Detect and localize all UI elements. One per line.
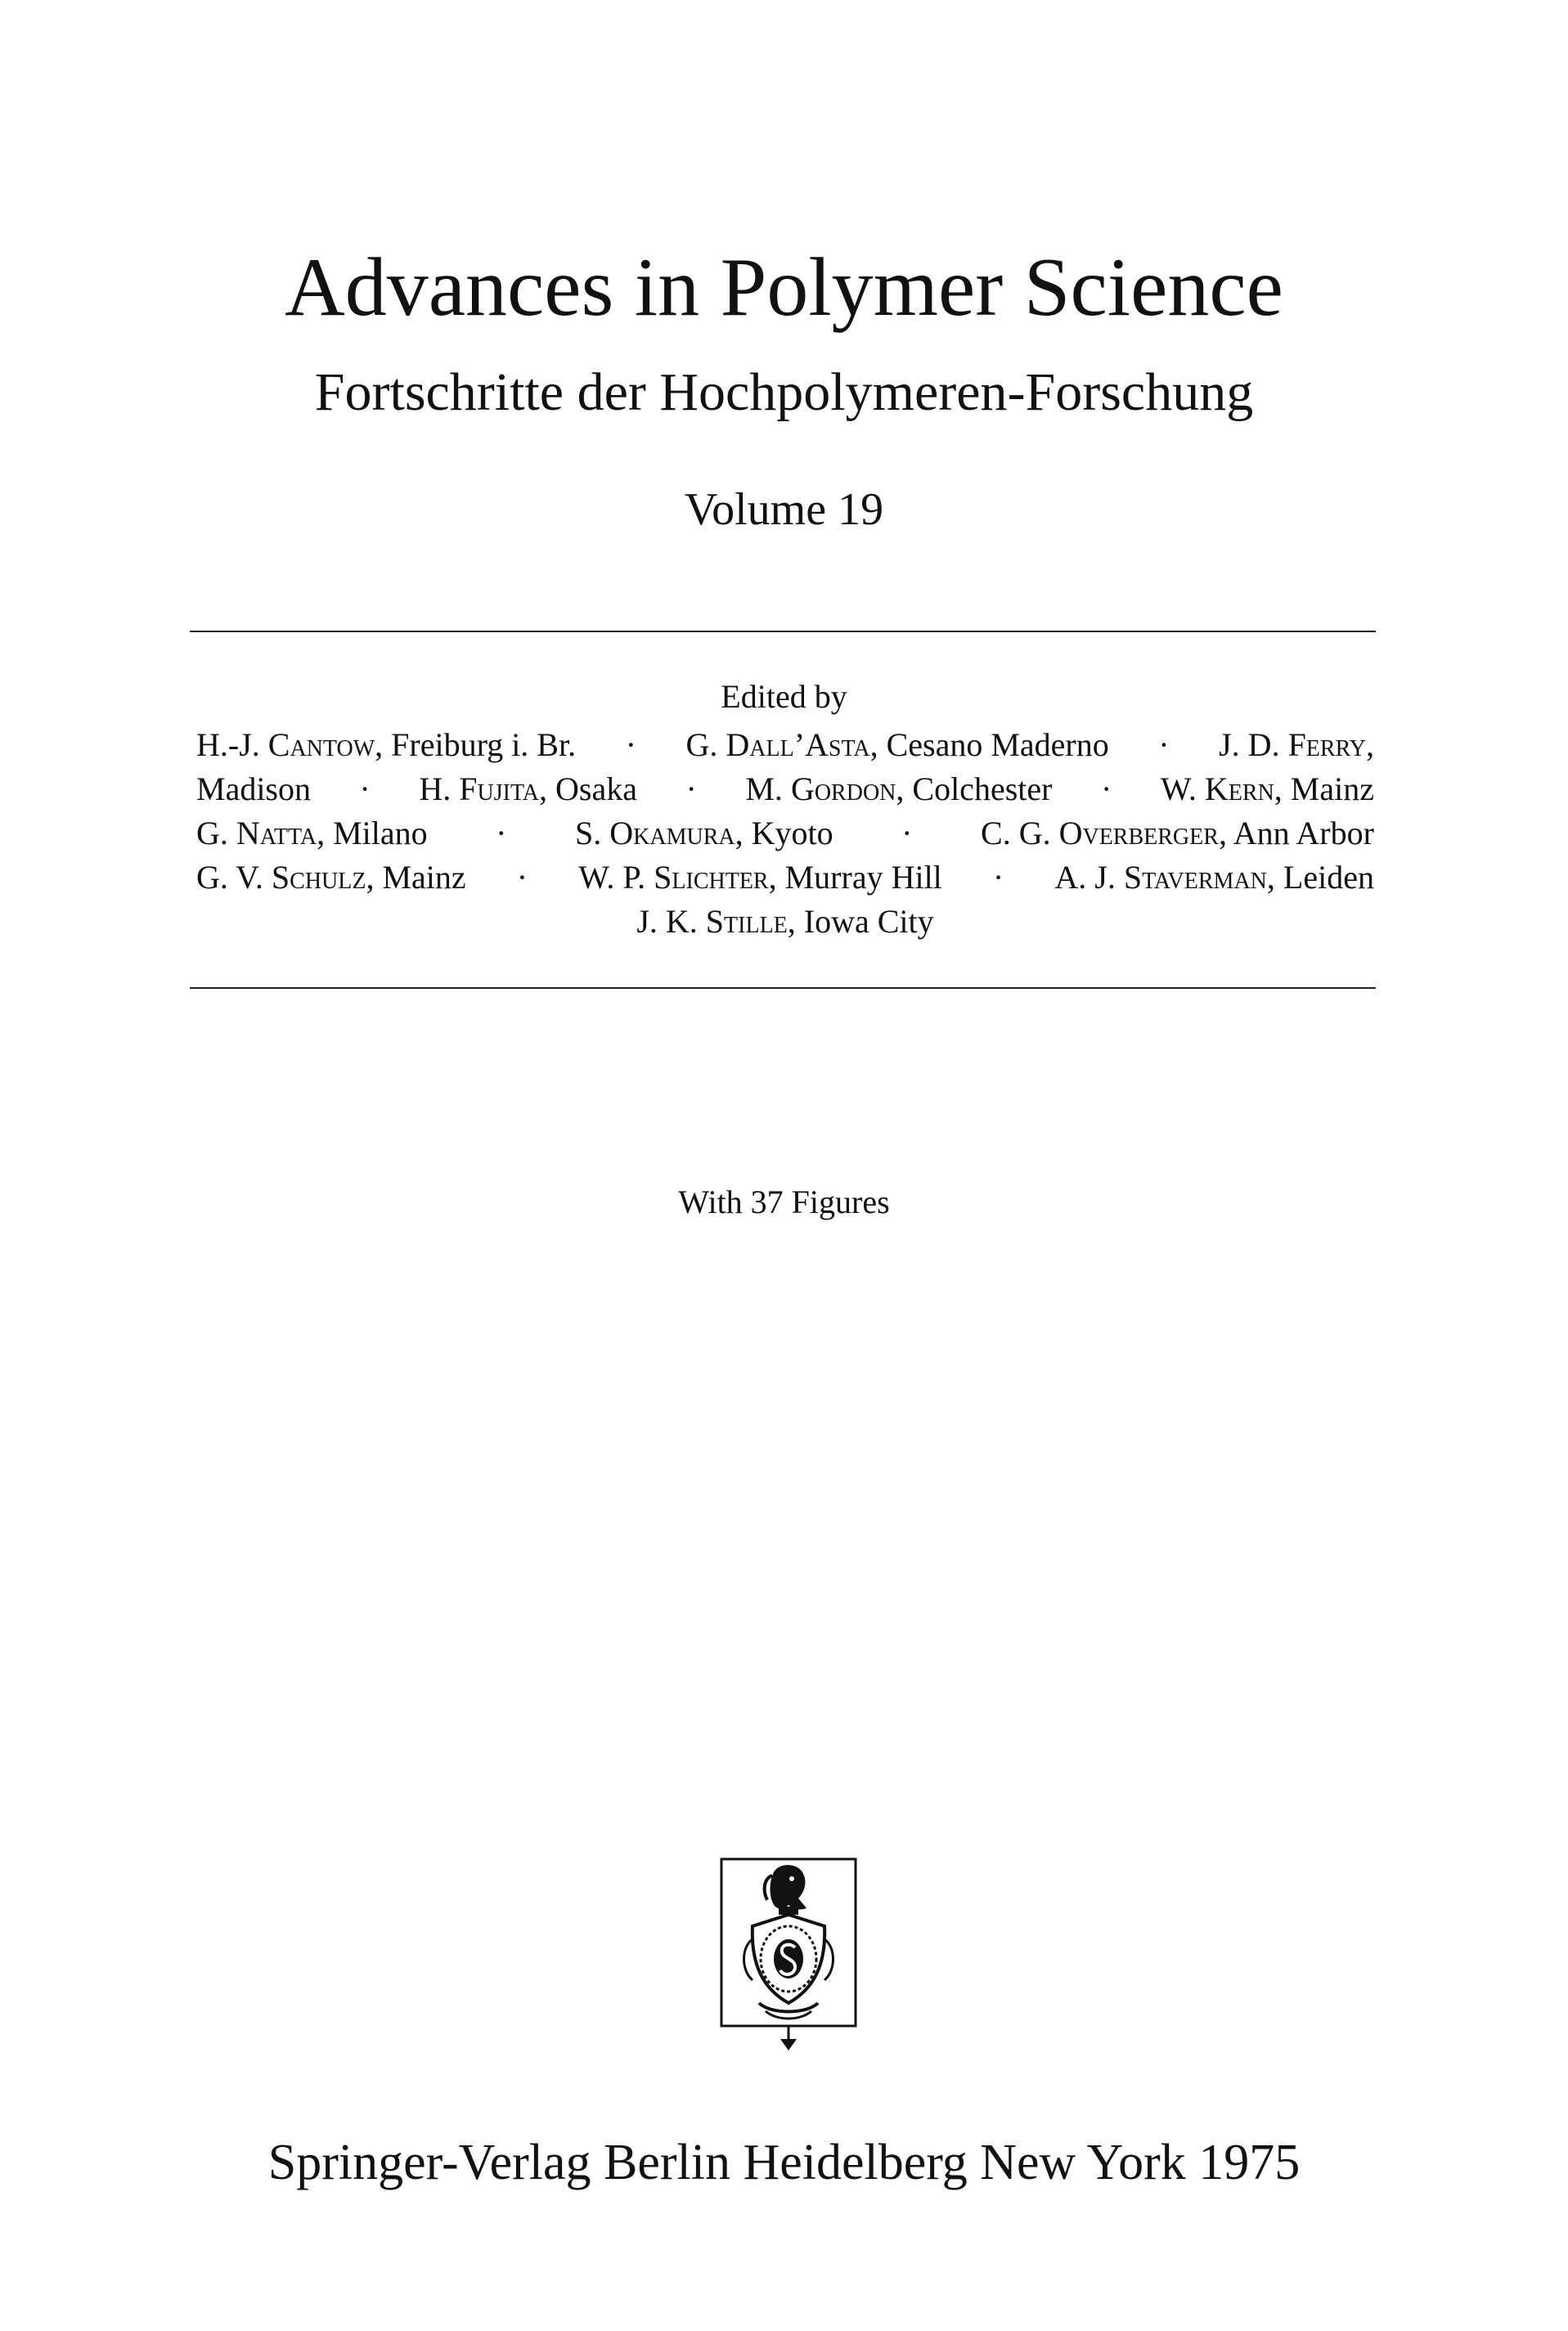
editor-name: Gordon bbox=[790, 770, 896, 807]
editor-initials: M. bbox=[745, 770, 783, 807]
editor-entry: J. D. Ferry, bbox=[1219, 726, 1374, 763]
editors-line-1 bbox=[196, 723, 1374, 767]
publisher-imprint: Springer-Verlag Berlin Heidelberg New York 1975 bbox=[267, 2135, 1301, 2190]
editor-separator: · bbox=[359, 770, 371, 807]
editor-name: Dall’Asta bbox=[726, 726, 870, 763]
editor-separator: · bbox=[625, 726, 636, 763]
editor-entry: J. K. Stille, Iowa City bbox=[636, 903, 934, 940]
editor-place: Murray Hill bbox=[784, 859, 942, 896]
editors-line-3 bbox=[196, 811, 1374, 856]
editor-initials: W. bbox=[1160, 770, 1197, 807]
editor-name: Fujita bbox=[459, 770, 540, 807]
editor-place: Madison bbox=[196, 770, 311, 807]
editor-name: Ferry bbox=[1287, 726, 1366, 763]
editor-name: Okamura bbox=[609, 815, 735, 851]
editor-name: Stille bbox=[705, 903, 788, 940]
editors-line-5 bbox=[196, 900, 1374, 944]
top-divider bbox=[190, 631, 1376, 632]
springer-knight-logo-icon bbox=[720, 1857, 857, 2054]
editor-place: Freiburg i. Br. bbox=[391, 726, 577, 763]
editor-initials: A. J. bbox=[1054, 859, 1116, 896]
editor-initials: H.-J. bbox=[196, 726, 260, 763]
editor-separator: · bbox=[496, 815, 507, 851]
editor-place: Mainz bbox=[1290, 770, 1374, 807]
editor-separator: · bbox=[992, 859, 1004, 896]
editor-place: Ann Arbor bbox=[1233, 815, 1374, 851]
editor-place: Kyoto bbox=[751, 815, 833, 851]
editor-place: Colchester bbox=[912, 770, 1053, 807]
book-title: Advances in Polymer Science bbox=[285, 241, 1283, 334]
editor-place: Osaka bbox=[555, 770, 637, 807]
editor-name: Cantow bbox=[267, 726, 375, 763]
editor-name: Slichter bbox=[654, 859, 769, 896]
editor-place: Leiden bbox=[1283, 859, 1374, 896]
volume-number: Volume 19 bbox=[684, 484, 884, 535]
editor-entry: M. Gordon, Colchester bbox=[745, 770, 1053, 807]
editor-initials: J. K. bbox=[636, 903, 698, 940]
editor-separator: · bbox=[901, 815, 913, 851]
editor-initials: J. D. bbox=[1219, 726, 1280, 763]
editor-place: Mainz bbox=[382, 859, 466, 896]
editor-initials: C. G. bbox=[981, 815, 1051, 851]
editor-entry: C. G. Overberger, Ann Arbor bbox=[981, 815, 1374, 851]
editor-separator: · bbox=[1100, 770, 1112, 807]
editor-name: Schulz bbox=[271, 859, 366, 896]
editor-initials: G. bbox=[685, 726, 718, 763]
editor-separator: · bbox=[1158, 726, 1170, 763]
editors-line-2 bbox=[196, 767, 1374, 811]
editor-entry: G. V. Schulz, Mainz bbox=[196, 859, 466, 896]
editor-entry: W. P. Slichter, Murray Hill bbox=[578, 859, 942, 896]
edited-by-label: Edited by bbox=[721, 678, 847, 715]
editor-initials: H. bbox=[419, 770, 452, 807]
editors-line-4 bbox=[196, 856, 1374, 900]
editor-entry: G. Natta, Milano bbox=[196, 815, 428, 851]
editor-place: Iowa City bbox=[803, 903, 934, 940]
editor-name: Overberger bbox=[1058, 815, 1219, 851]
editor-entry: H. Fujita, Osaka bbox=[419, 770, 637, 807]
editor-initials: G. V. bbox=[196, 859, 263, 896]
editor-initials: S. bbox=[575, 815, 602, 851]
editor-entry: A. J. Staverman, Leiden bbox=[1054, 859, 1374, 896]
editor-entry: S. Okamura, Kyoto bbox=[575, 815, 833, 851]
editor-entry: H.-J. Cantow, Freiburg i. Br. bbox=[196, 726, 577, 763]
editor-name: Staverman bbox=[1123, 859, 1267, 896]
editor-initials: G. bbox=[196, 815, 228, 851]
editors-list bbox=[196, 723, 1374, 944]
bottom-divider bbox=[190, 987, 1376, 989]
editor-separator: · bbox=[516, 859, 528, 896]
editor-name: Kern bbox=[1204, 770, 1274, 807]
editor-entry: G. Dall’Asta, Cesano Maderno bbox=[685, 726, 1109, 763]
editor-name: Natta bbox=[236, 815, 317, 851]
figures-note: With 37 Figures bbox=[678, 1183, 890, 1220]
editor-initials: W. P. bbox=[578, 859, 646, 896]
editor-place: Milano bbox=[333, 815, 428, 851]
book-subtitle: Fortschritte der Hochpolymeren-Forschung bbox=[314, 362, 1254, 422]
editor-place: Cesano Maderno bbox=[886, 726, 1109, 763]
editor-separator: · bbox=[685, 770, 697, 807]
editor-entry: W. Kern, Mainz bbox=[1160, 770, 1374, 807]
